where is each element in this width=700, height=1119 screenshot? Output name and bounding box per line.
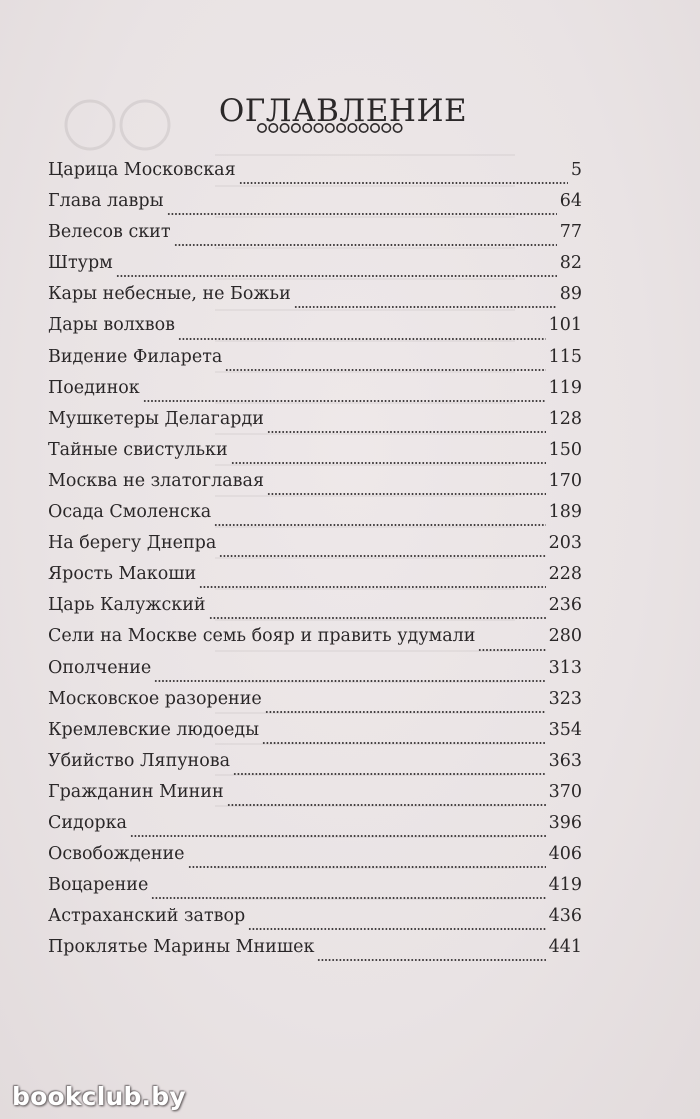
toc-entry [48, 564, 582, 595]
toc-entry-title: Гражданин Минин [48, 781, 224, 802]
toc-entry [48, 315, 582, 346]
toc-entry [48, 813, 582, 844]
toc-entry-page-number: 5 [570, 160, 582, 180]
toc-entry-title: Видение Филарета [48, 346, 223, 367]
toc-leader-dots [199, 586, 545, 588]
toc-entry-page-number: 150 [548, 439, 582, 460]
toc-entry-page-number: 363 [548, 750, 582, 771]
toc-entry-title: На берегу Днепра [48, 533, 217, 554]
toc-leader-dots [219, 555, 545, 557]
toc-entry [48, 409, 582, 440]
toc-leader-dots [267, 431, 546, 433]
toc-entry-title: Сидорка [48, 812, 127, 833]
toc-leader-dots [227, 804, 546, 806]
toc-entry-title: Велесов скит [48, 222, 171, 243]
toc-entry-page-number: 370 [548, 781, 582, 802]
toc-entry-title: Убийство Ляпунова [48, 750, 231, 771]
toc-entry-page-number: 82 [559, 253, 582, 274]
toc-leader-dots [317, 959, 545, 961]
toc-entry-page-number: 323 [548, 688, 582, 709]
toc-leader-dots [188, 866, 546, 868]
toc-leader-dots [209, 617, 546, 619]
toc-entry-title: Освобождение [48, 844, 185, 865]
toc-entry-page-number: 441 [548, 937, 582, 958]
toc-leader-dots [225, 369, 545, 371]
toc-leader-dots [178, 338, 546, 340]
toc-entry-page-number: 203 [548, 533, 582, 554]
toc-leader-dots [167, 213, 557, 215]
toc-entry-title: Москва не златоглавая [48, 470, 264, 491]
toc-entry [48, 906, 582, 937]
toc-entry-title: Московское разорение [48, 688, 262, 709]
toc-entry [48, 937, 582, 968]
toc-entry-title: Кремлевские людоеды [48, 719, 260, 740]
toc-leader-dots [151, 897, 545, 899]
toc-entry [48, 191, 582, 222]
toc-entry [48, 502, 582, 533]
toc-leader-dots [214, 524, 545, 526]
toc-entry [48, 875, 582, 906]
toc-entry-page-number: 354 [548, 719, 582, 740]
toc-entry-title: Воцарение [48, 875, 149, 896]
toc-leader-dots [239, 182, 568, 184]
toc-entry [48, 253, 582, 284]
toc-entry [48, 533, 582, 564]
toc-entry [48, 160, 582, 191]
toc-entry-title: Поединок [48, 377, 140, 398]
toc-entry [48, 471, 582, 502]
table-of-contents [48, 160, 582, 968]
toc-entry-title: Тайные свистульки [48, 439, 228, 460]
toc-leader-dots [262, 742, 546, 744]
toc-entry-page-number: 280 [548, 626, 582, 647]
toc-entry-page-number: 419 [548, 875, 582, 896]
toc-leader-dots [294, 306, 557, 308]
toc-entry-title: Осада Смоленска [48, 502, 212, 523]
toc-entry [48, 440, 582, 471]
toc-entry-title: Царь Калужский [48, 595, 206, 616]
toc-leader-dots [130, 835, 546, 837]
toc-entry-page-number: 228 [548, 564, 582, 585]
toc-leader-dots [143, 400, 546, 402]
toc-leader-dots [233, 773, 546, 775]
toc-entry-title: Царица Московская [48, 160, 236, 180]
toc-entry [48, 222, 582, 253]
toc-entry-title: Ярость Макоши [48, 564, 197, 585]
toc-entry [48, 284, 582, 315]
toc-entry-page-number: 119 [548, 377, 582, 398]
toc-entry [48, 782, 582, 813]
toc-entry [48, 626, 582, 657]
toc-entry-title: Штурм [48, 253, 113, 274]
toc-entry-page-number: 313 [548, 657, 582, 678]
toc-entry-page-number: 89 [559, 284, 582, 305]
toc-entry-page-number: 115 [548, 346, 582, 367]
toc-leader-dots [231, 462, 546, 464]
watermark [0, 1069, 220, 1119]
toc-entry [48, 689, 582, 720]
toc-entry [48, 347, 582, 378]
toc-entry [48, 751, 582, 782]
watermark-text: bookclub.by [12, 1082, 186, 1111]
toc-entry [48, 595, 582, 626]
toc-entry-page-number: 64 [559, 191, 582, 212]
toc-entry-page-number: 77 [559, 222, 582, 243]
toc-entry-page-number: 170 [548, 470, 582, 491]
toc-entry-page-number: 236 [548, 595, 582, 616]
toc-leader-dots [174, 244, 557, 246]
toc-leader-dots [116, 275, 557, 277]
toc-entry-title: Астраханский затвор [48, 906, 246, 927]
toc-entry-page-number: 128 [548, 408, 582, 429]
toc-entry-title: Мушкетеры Делагарди [48, 408, 264, 429]
toc-entry [48, 720, 582, 751]
toc-entry-title: Глава лавры [48, 191, 164, 212]
toc-entry-page-number: 406 [548, 844, 582, 865]
toc-entry-title: Сели на Москве семь бояр и править удумали [48, 626, 476, 647]
toc-leader-dots [478, 649, 545, 651]
page-title: ОГЛАВЛЕНИЕ [218, 92, 468, 129]
toc-entry-title: Кары небесные, не Божьи [48, 284, 291, 305]
toc-entry-page-number: 396 [548, 812, 582, 833]
toc-entry-title: Дары волхвов [48, 315, 175, 336]
toc-leader-dots [267, 493, 546, 495]
toc-leader-dots [154, 680, 545, 682]
toc-entry-title: Проклятье Марины Мнишек [48, 937, 315, 958]
title-ornament [256, 121, 404, 135]
toc-entry-page-number: 189 [548, 502, 582, 523]
toc-entry-page-number: 101 [548, 315, 582, 336]
toc-leader-dots [265, 711, 546, 713]
toc-entry [48, 844, 582, 875]
toc-entry-title: Ополчение [48, 657, 152, 678]
toc-leader-dots [248, 928, 545, 930]
toc-entry [48, 378, 582, 409]
toc-entry-page-number: 436 [548, 906, 582, 927]
toc-entry [48, 658, 582, 689]
